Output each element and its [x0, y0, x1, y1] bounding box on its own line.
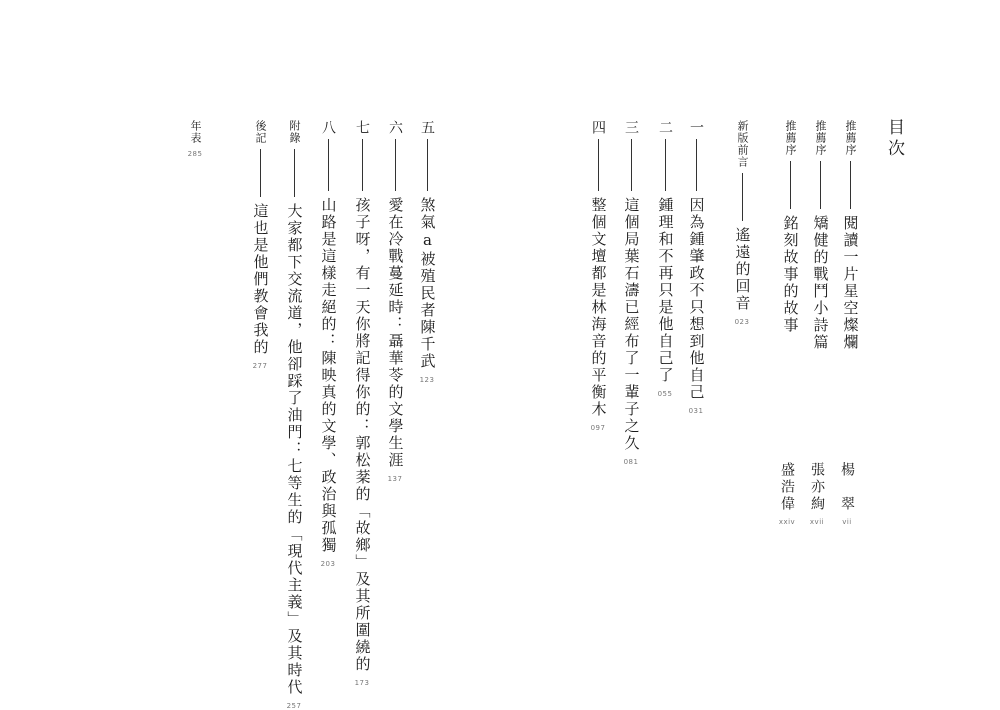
toc-entry-chapter-1[interactable]	[681, 120, 711, 415]
entry-title: 矯健的戰鬥小詩篇	[811, 215, 830, 351]
entry-dash	[665, 139, 666, 191]
page-number: 203	[320, 560, 336, 568]
toc-entry-chapter-7[interactable]	[347, 120, 377, 687]
page-number: 031	[688, 407, 704, 415]
chapter-title: 山路是這樣走絕的：陳映真的文學、政治與孤獨	[319, 197, 338, 554]
entry-dash	[395, 139, 396, 191]
entry-dash	[260, 149, 261, 197]
page-number: 257	[286, 702, 302, 710]
entry-label: 後記	[254, 120, 267, 144]
toc-entry-chapter-2[interactable]	[650, 120, 680, 398]
entry-dash	[362, 139, 363, 191]
chapter-title: 因為鍾肇政不只想到他自己	[687, 197, 706, 401]
entry-label: 推薦序	[784, 120, 797, 156]
toc-entry-foreword-1[interactable]	[835, 120, 865, 351]
page-number: 173	[354, 679, 370, 687]
chapter-title: 愛在冷戰蔓延時：聶華苓的文學生涯	[386, 197, 405, 469]
toc-entry-appendix[interactable]	[279, 120, 309, 710]
page-number: xvii	[809, 518, 825, 526]
toc-entry-preface[interactable]	[727, 120, 757, 326]
chapter-number: 一	[688, 120, 704, 134]
chapter-title: 大家都下交流道，他卻踩了油門：七等生的「現代主義」及其時代	[285, 203, 304, 696]
entry-dash	[742, 173, 743, 221]
entry-dash	[850, 161, 851, 209]
foreword-author-2	[802, 462, 832, 526]
page-title: 目次	[884, 118, 904, 160]
chapter-number: 二	[657, 120, 673, 134]
entry-title: 遙遠的回音	[733, 227, 752, 312]
toc-entry-chapter-8[interactable]	[313, 120, 343, 568]
chapter-title: 孩子呀，有一天你將記得你的：郭松棻的「故鄉」及其所圍繞的	[353, 197, 372, 673]
chapter-number: 六	[387, 120, 403, 134]
entry-dash	[820, 161, 821, 209]
chapter-title: 鍾理和不再只是他自己了	[656, 197, 675, 384]
author-name: 盛浩偉	[779, 462, 795, 513]
toc-entry-afterword[interactable]	[245, 120, 275, 370]
entry-label: 推薦序	[844, 120, 857, 156]
page-number: 123	[419, 376, 435, 384]
page-number: 023	[734, 318, 750, 326]
toc-entry-chapter-6[interactable]	[380, 120, 410, 483]
foreword-author-3	[772, 462, 802, 526]
chapter-title: 這個局葉石濤已經布了一輩子之久	[622, 197, 641, 452]
page-number: xxiv	[778, 518, 796, 526]
toc-entry-foreword-2[interactable]	[805, 120, 835, 351]
entry-label: 新版前言	[736, 120, 749, 168]
entry-label: 推薦序	[814, 120, 827, 156]
toc-entry-chronology[interactable]	[180, 120, 210, 158]
chapter-title: 煞氣a被殖民者陳千武	[418, 197, 437, 370]
toc-entry-foreword-3[interactable]	[775, 120, 805, 334]
toc-entry-chapter-4[interactable]	[583, 120, 613, 432]
entry-label: 附錄	[288, 120, 301, 144]
entry-dash	[790, 161, 791, 209]
chapter-title: 這也是他們教會我的	[251, 203, 270, 356]
author-name: 張亦絢	[809, 462, 825, 513]
page-number: 277	[252, 362, 268, 370]
foreword-author-1	[832, 462, 862, 526]
entry-label: 年表	[189, 120, 202, 144]
entry-dash	[598, 139, 599, 191]
chapter-number: 五	[419, 120, 435, 134]
page-number: 081	[623, 458, 639, 466]
entry-dash	[328, 139, 329, 191]
page-number: vii	[842, 518, 852, 526]
page-number: 055	[657, 390, 673, 398]
page-number: 137	[387, 475, 403, 483]
toc-entry-chapter-3[interactable]	[616, 120, 646, 466]
entry-dash	[631, 139, 632, 191]
page-number: 097	[590, 424, 606, 432]
chapter-number: 八	[320, 120, 336, 134]
chapter-number: 三	[623, 120, 639, 134]
chapter-number: 四	[590, 120, 606, 134]
entry-dash	[427, 139, 428, 191]
toc-entry-chapter-5[interactable]	[412, 120, 442, 384]
author-name: 楊 翠	[839, 462, 855, 513]
page-number: 285	[187, 150, 203, 158]
entry-title: 銘刻故事的故事	[781, 215, 800, 334]
entry-title: 閱讀一片星空燦爛	[841, 215, 860, 351]
entry-dash	[696, 139, 697, 191]
chapter-title: 整個文壇都是林海音的平衡木	[589, 197, 608, 418]
entry-dash	[294, 149, 295, 197]
chapter-number: 七	[354, 120, 370, 134]
